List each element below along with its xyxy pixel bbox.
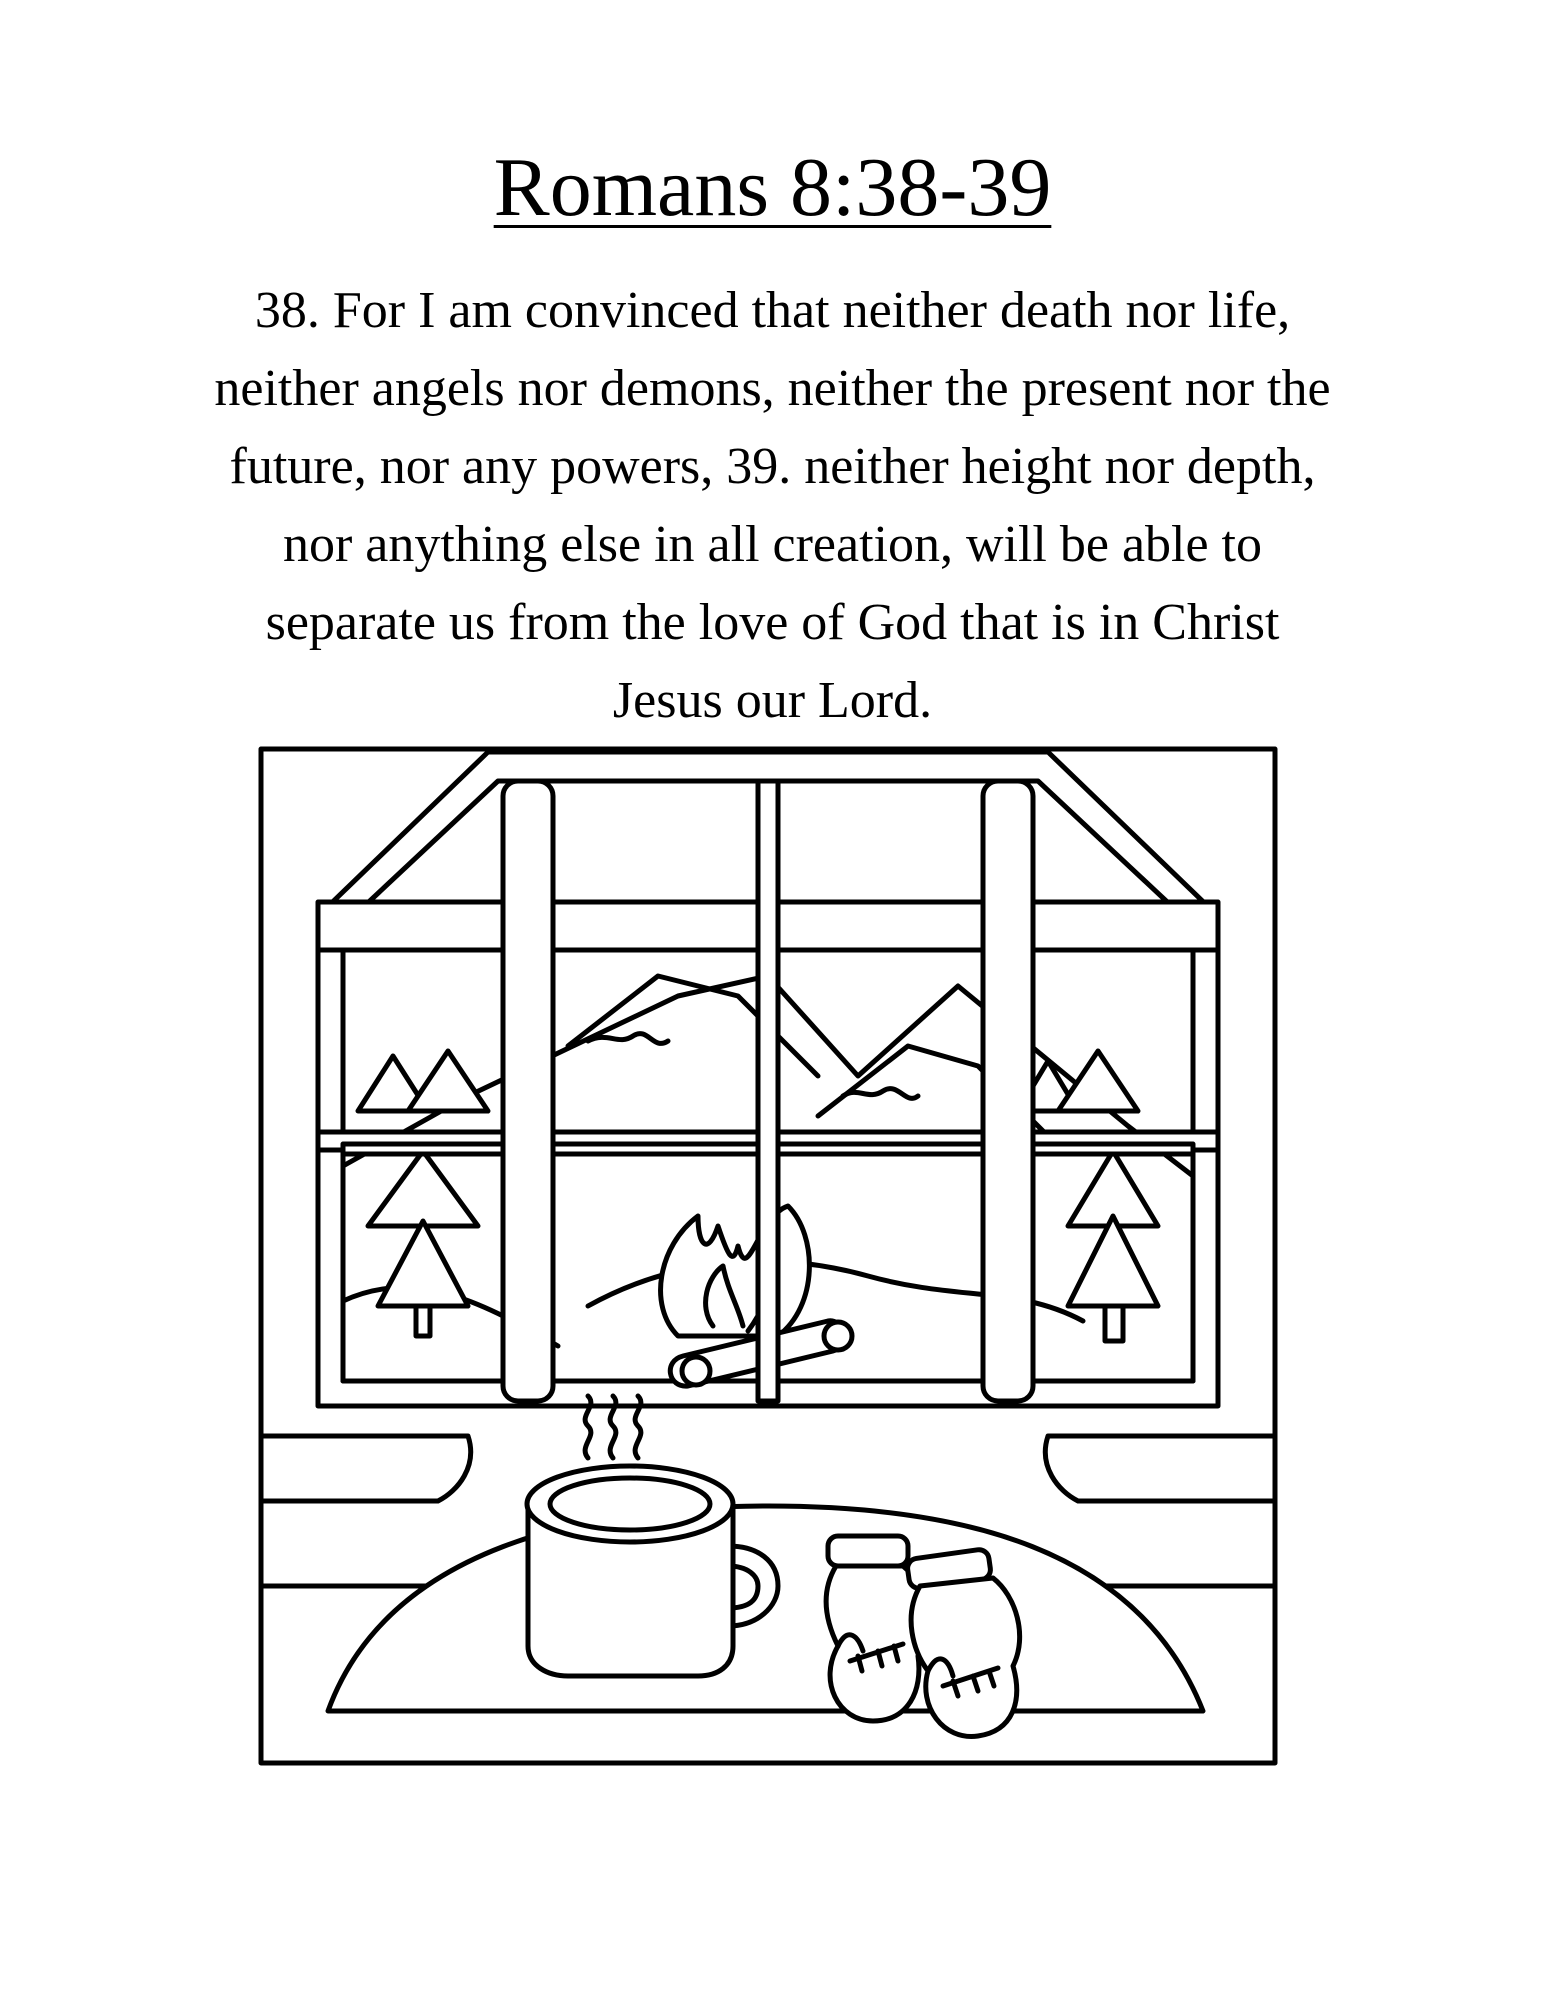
verse-line: Jesus our Lord. [612, 672, 933, 729]
coloring-illustration [258, 746, 1278, 1766]
verse-line: neither angels nor demons, neither the present nor the [214, 360, 1331, 417]
curtain-right [983, 781, 1033, 1401]
window-scene-illustration [258, 746, 1278, 1766]
verse-line: separate us from the love of God that is in Christ [265, 594, 1280, 651]
verse-text [0, 272, 1545, 740]
verse-line: nor anything else in all creation, will be able to [282, 516, 1263, 573]
curtain-left [503, 781, 553, 1401]
window-muntin [758, 781, 778, 1401]
verse-line: 38. For I am convinced that neither death nor life, [254, 282, 1291, 339]
page-title: Romans 8:38-39 [493, 141, 1052, 234]
verse-line: future, nor any powers, 39. neither height nor depth, [229, 438, 1316, 495]
